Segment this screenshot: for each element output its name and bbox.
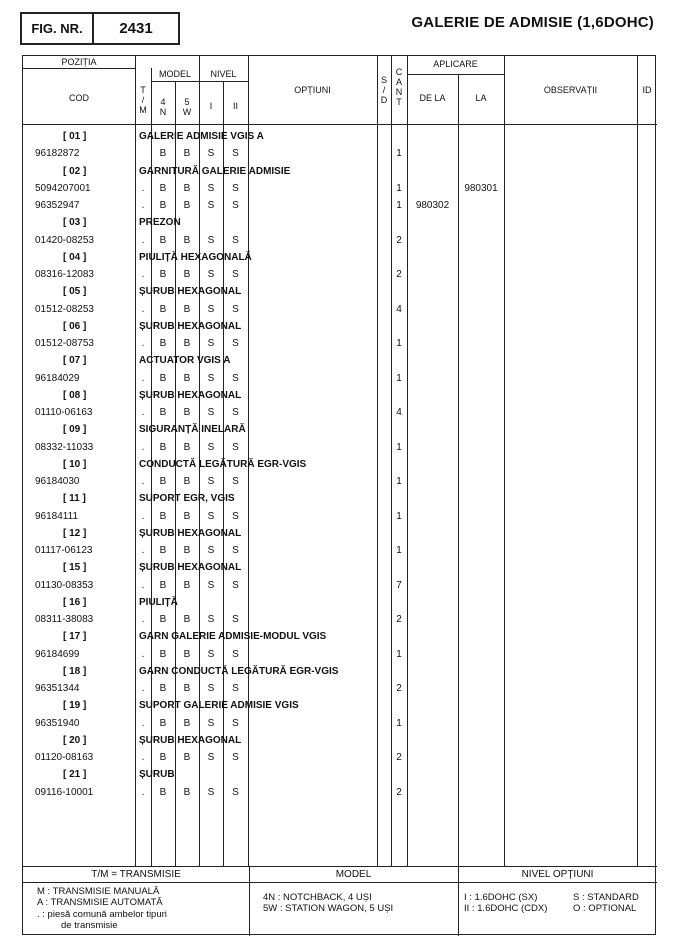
legend-model: 4N : NOTCHBACK, 4 UȘI 5W : STATION WAGON, 5 UȘI	[263, 892, 394, 915]
header-cod: COD	[69, 93, 89, 103]
part-code-row	[23, 750, 657, 767]
part-code-row	[23, 474, 657, 491]
part-description: ACTUATOR VGIS A	[139, 355, 231, 367]
nivel-ii-cell: S	[232, 148, 239, 160]
model-5w-cell: B	[183, 372, 191, 384]
part-header-row	[23, 250, 657, 267]
nivel-i-cell: S	[207, 441, 215, 453]
position-number: [ 02 ]	[63, 165, 87, 177]
model-4n-cell: B	[159, 614, 167, 625]
part-description: ȘURUB HEXAGONAL	[139, 389, 242, 401]
quantity-cell: 1	[396, 148, 402, 160]
transmission-cell: .	[141, 234, 145, 246]
part-code-row	[23, 371, 657, 388]
parts-table	[22, 55, 656, 935]
model-5w-cell: B	[183, 648, 191, 660]
transmission-cell: .	[141, 545, 145, 556]
transmission-cell: .	[141, 338, 145, 349]
nivel-ii-cell: S	[232, 303, 239, 315]
part-header-row	[23, 129, 657, 146]
part-header-row	[23, 698, 657, 715]
model-5w-cell: B	[183, 579, 191, 591]
quantity-cell: 1	[396, 441, 402, 453]
model-4n-cell: B	[159, 683, 167, 694]
model-4n-cell: B	[159, 579, 167, 591]
model-4n-cell: B	[159, 148, 167, 160]
part-description: ȘURUB HEXAGONAL	[139, 286, 242, 298]
header-cant: C A N T	[395, 67, 403, 107]
nivel-ii-cell: S	[232, 182, 239, 194]
nivel-ii-cell: S	[232, 648, 239, 660]
model-4n-cell: B	[159, 752, 167, 763]
model-5w-cell: B	[183, 786, 191, 798]
quantity-cell: 2	[396, 269, 402, 280]
part-header-row	[23, 767, 657, 784]
model-5w-cell: B	[183, 338, 191, 349]
part-code: 96351344	[35, 683, 80, 694]
header-optiuni: OPȚIUNI	[294, 85, 331, 95]
part-description: SIGURANȚĂ INELARĂ	[139, 424, 246, 436]
part-code: 01117-06123	[35, 545, 93, 556]
part-header-row	[23, 629, 657, 646]
header-model-4n: 4 N	[159, 97, 167, 117]
model-4n-cell: B	[159, 648, 167, 660]
part-header-row	[23, 284, 657, 301]
model-5w-cell: B	[183, 683, 191, 694]
position-number: [ 07 ]	[63, 355, 87, 367]
part-header-row	[23, 388, 657, 405]
part-code: 96184029	[35, 372, 80, 384]
part-code-row	[23, 543, 657, 560]
nivel-ii-cell: S	[232, 441, 239, 453]
legend-model-title: MODEL	[335, 869, 372, 880]
transmission-cell: .	[141, 200, 145, 211]
quantity-cell: 2	[396, 683, 402, 694]
position-number: [ 06 ]	[63, 320, 87, 332]
transmission-cell: .	[141, 648, 145, 660]
header-la: LA	[475, 93, 487, 103]
transmission-cell: .	[141, 786, 145, 798]
header-nivel: NIVEL	[210, 69, 237, 79]
header-id: ID	[642, 85, 652, 95]
nivel-i-cell: S	[207, 648, 215, 660]
nivel-ii-cell: S	[232, 786, 239, 798]
header-model: MODEL	[158, 69, 191, 79]
nivel-i-cell: S	[207, 407, 215, 418]
part-header-row	[23, 560, 657, 577]
part-code: 08316-12083	[35, 269, 94, 280]
model-5w-cell: B	[183, 234, 191, 246]
transmission-cell: .	[141, 683, 145, 694]
model-4n-cell: B	[159, 545, 167, 556]
nivel-ii-cell: S	[232, 476, 239, 487]
position-number: [ 12 ]	[63, 527, 87, 539]
part-description: ȘURUB HEXAGONAL	[139, 527, 242, 539]
position-number: [ 15 ]	[63, 562, 87, 574]
legend-nivel: I : 1.6DOHC (SX) II : 1.6DOHC (CDX)	[464, 892, 548, 915]
part-code-row	[23, 647, 657, 664]
quantity-cell: 1	[396, 372, 402, 384]
header-sd: S / D	[380, 75, 388, 105]
nivel-i-cell: S	[207, 614, 215, 625]
nivel-i-cell: S	[207, 234, 215, 246]
part-code-row	[23, 267, 657, 284]
position-number: [ 19 ]	[63, 700, 87, 712]
nivel-i-cell: S	[207, 752, 215, 763]
quantity-cell: 1	[396, 476, 402, 487]
model-5w-cell: B	[183, 303, 191, 315]
nivel-i-cell: S	[207, 372, 215, 384]
part-description: PREZON	[139, 217, 181, 229]
position-number: [ 21 ]	[63, 769, 87, 781]
part-code: 09116-10001	[35, 786, 94, 798]
position-number: [ 04 ]	[63, 251, 87, 263]
part-description: SUPORT EGR, VGIS	[139, 493, 235, 505]
position-number: [ 05 ]	[63, 286, 87, 298]
part-code-row	[23, 181, 657, 198]
transmission-cell: .	[141, 752, 145, 763]
transmission-cell: .	[141, 407, 145, 418]
transmission-cell: .	[141, 372, 145, 384]
model-4n-cell: B	[159, 786, 167, 798]
transmission-cell: .	[141, 182, 145, 194]
part-code-row	[23, 233, 657, 250]
to-date-cell: 980301	[464, 182, 498, 194]
part-code: 08332-11033	[35, 441, 94, 453]
model-4n-cell: B	[159, 200, 167, 211]
part-header-row	[23, 319, 657, 336]
part-code: 96351940	[35, 717, 80, 729]
model-5w-cell: B	[183, 441, 191, 453]
part-code: 08311-38083	[35, 614, 94, 625]
position-number: [ 18 ]	[63, 665, 87, 677]
model-5w-cell: B	[183, 200, 191, 211]
page-title: GALERIE DE ADMISIE (1,6DOHC)	[411, 14, 654, 31]
nivel-ii-cell: S	[232, 338, 239, 349]
model-4n-cell: B	[159, 372, 167, 384]
part-code: 96182872	[35, 148, 80, 160]
quantity-cell: 1	[396, 510, 402, 522]
quantity-cell: 2	[396, 614, 402, 625]
transmission-cell: .	[141, 441, 145, 453]
nivel-i-cell: S	[207, 510, 215, 522]
model-5w-cell: B	[183, 545, 191, 556]
model-5w-cell: B	[183, 510, 191, 522]
header-pozitia: POZIȚIA	[61, 57, 97, 67]
header-aplicare: APLICARE	[433, 59, 478, 69]
position-number: [ 08 ]	[63, 389, 87, 401]
nivel-i-cell: S	[207, 148, 215, 160]
model-4n-cell: B	[159, 182, 167, 194]
transmission-cell: .	[141, 510, 145, 522]
header-observatii: OBSERVAȚII	[543, 85, 598, 95]
part-description: GARN CONDUCTĂ LEGĂTURĂ EGR-VGIS	[139, 665, 339, 677]
part-code-row	[23, 785, 657, 802]
model-4n-cell: B	[159, 476, 167, 487]
part-code: 01110-06163	[35, 407, 93, 418]
part-header-row	[23, 164, 657, 181]
part-code-row	[23, 440, 657, 457]
part-header-row	[23, 526, 657, 543]
legend-nivel-title: NIVEL OPȚIUNI	[521, 869, 594, 880]
model-5w-cell: B	[183, 614, 191, 625]
nivel-ii-cell: S	[232, 234, 239, 246]
position-number: [ 17 ]	[63, 631, 87, 643]
part-description: ȘURUB HEXAGONAL	[139, 562, 242, 574]
part-code-row	[23, 578, 657, 595]
nivel-i-cell: S	[207, 579, 215, 591]
part-code: 96184699	[35, 648, 80, 660]
nivel-i-cell: S	[207, 182, 215, 194]
figure-label: FIG. NR.	[22, 14, 94, 43]
part-code-row	[23, 681, 657, 698]
nivel-ii-cell: S	[232, 683, 239, 694]
nivel-ii-cell: S	[232, 510, 239, 522]
model-5w-cell: B	[183, 182, 191, 194]
part-header-row	[23, 733, 657, 750]
part-code: 01120-08163	[35, 752, 94, 763]
header-model-5w: 5 W	[182, 97, 192, 117]
nivel-ii-cell: S	[232, 614, 239, 625]
quantity-cell: 1	[396, 717, 402, 729]
nivel-i-cell: S	[207, 476, 215, 487]
nivel-ii-cell: S	[232, 752, 239, 763]
part-code: 01512-08253	[35, 303, 94, 315]
nivel-ii-cell: S	[232, 200, 239, 211]
header-nivel-i: I	[209, 101, 213, 111]
nivel-i-cell: S	[207, 269, 215, 280]
quantity-cell: 1	[396, 338, 402, 349]
part-description: GARNITURĂ GALERIE ADMISIE	[139, 165, 291, 177]
nivel-ii-cell: S	[232, 407, 239, 418]
quantity-cell: 1	[396, 545, 402, 556]
model-4n-cell: B	[159, 441, 167, 453]
part-description: ȘURUB	[139, 769, 175, 781]
quantity-cell: 1	[396, 200, 402, 211]
legend-tm: M : TRANSMISIE MANUALĂ A : TRANSMISIE AUTOMATĂ . : piesă comună ambelor tipuri de transmisie	[37, 886, 167, 932]
part-description: ȘURUB HEXAGONAL	[139, 320, 242, 332]
part-code-row	[23, 509, 657, 526]
model-4n-cell: B	[159, 269, 167, 280]
model-5w-cell: B	[183, 407, 191, 418]
part-header-row	[23, 422, 657, 439]
part-code: 96352947	[35, 200, 80, 211]
model-4n-cell: B	[159, 234, 167, 246]
nivel-ii-cell: S	[232, 372, 239, 384]
legend-tm-title: T/M = TRANSMISIE	[91, 869, 181, 880]
part-header-row	[23, 491, 657, 508]
part-code-row	[23, 612, 657, 629]
quantity-cell: 2	[396, 234, 402, 246]
model-4n-cell: B	[159, 338, 167, 349]
part-description: SUPORT GALERIE ADMISIE VGIS	[139, 700, 299, 712]
part-description: PIULIȚĂ	[139, 596, 178, 608]
part-header-row	[23, 595, 657, 612]
part-code: 01512-08753	[35, 338, 94, 349]
position-number: [ 16 ]	[63, 596, 87, 608]
model-5w-cell: B	[183, 752, 191, 763]
transmission-cell: .	[141, 476, 145, 487]
transmission-cell: .	[141, 717, 145, 729]
part-header-row	[23, 457, 657, 474]
quantity-cell: 1	[396, 182, 402, 194]
quantity-cell: 2	[396, 786, 402, 798]
nivel-i-cell: S	[207, 683, 215, 694]
quantity-cell: 1	[396, 648, 402, 660]
part-code: 5094207001	[35, 182, 91, 194]
nivel-i-cell: S	[207, 717, 215, 729]
header-de-la: DE LA	[419, 93, 446, 103]
part-description: CONDUCTĂ LEGĂTURĂ EGR-VGIS	[139, 458, 307, 470]
quantity-cell: 7	[396, 579, 402, 591]
nivel-i-cell: S	[207, 545, 215, 556]
part-header-row	[23, 353, 657, 370]
position-number: [ 03 ]	[63, 217, 87, 229]
model-5w-cell: B	[183, 476, 191, 487]
figure-number: 2431	[119, 20, 153, 37]
figure-number-box	[20, 12, 180, 45]
transmission-cell: .	[141, 303, 145, 315]
part-header-row	[23, 664, 657, 681]
quantity-cell: 4	[396, 407, 402, 418]
part-code-row	[23, 302, 657, 319]
from-date-cell: 980302	[415, 200, 450, 211]
transmission-cell: .	[141, 579, 145, 591]
position-number: [ 01 ]	[63, 131, 87, 142]
part-code: 96184030	[35, 476, 80, 487]
part-code: 96184111	[35, 510, 79, 522]
quantity-cell: 2	[396, 752, 402, 763]
part-description: GARN GALERIE ADMISIE-MODUL VGIS	[139, 631, 327, 643]
part-description: PIULIȚĂ HEXAGONALĂ	[139, 251, 252, 263]
nivel-ii-cell: S	[232, 545, 239, 556]
position-number: [ 09 ]	[63, 424, 87, 436]
model-5w-cell: B	[183, 717, 191, 729]
part-description: GALERIE ADMISIE VGIS A	[139, 131, 264, 142]
nivel-ii-cell: S	[232, 717, 239, 729]
nivel-i-cell: S	[207, 200, 215, 211]
part-code: 01420-08253	[35, 234, 94, 246]
transmission-cell: .	[141, 269, 145, 280]
model-4n-cell: B	[159, 510, 167, 522]
model-5w-cell: B	[183, 148, 191, 160]
nivel-ii-cell: S	[232, 269, 239, 280]
part-code-row	[23, 336, 657, 353]
header-nivel-ii: II	[232, 101, 238, 111]
position-number: [ 10 ]	[63, 458, 87, 470]
model-4n-cell: B	[159, 303, 167, 315]
part-code-row	[23, 146, 657, 163]
part-code-row	[23, 716, 657, 733]
header-tm: T / M	[139, 85, 147, 115]
part-header-row	[23, 215, 657, 232]
part-code: 01130-08353	[35, 579, 94, 591]
model-5w-cell: B	[183, 269, 191, 280]
nivel-i-cell: S	[207, 303, 215, 315]
position-number: [ 20 ]	[63, 734, 87, 746]
part-code-row	[23, 198, 657, 215]
legend-nivel-codes: S : STANDARD O : OPTIONAL	[573, 892, 639, 915]
part-description: ȘURUB HEXAGONAL	[139, 734, 242, 746]
nivel-i-cell: S	[207, 338, 215, 349]
model-4n-cell: B	[159, 407, 167, 418]
nivel-i-cell: S	[207, 786, 215, 798]
nivel-ii-cell: S	[232, 579, 239, 591]
transmission-cell: .	[141, 614, 145, 625]
quantity-cell: 4	[396, 303, 402, 315]
part-code-row	[23, 405, 657, 422]
model-4n-cell: B	[159, 717, 167, 729]
position-number: [ 11 ]	[63, 493, 86, 505]
